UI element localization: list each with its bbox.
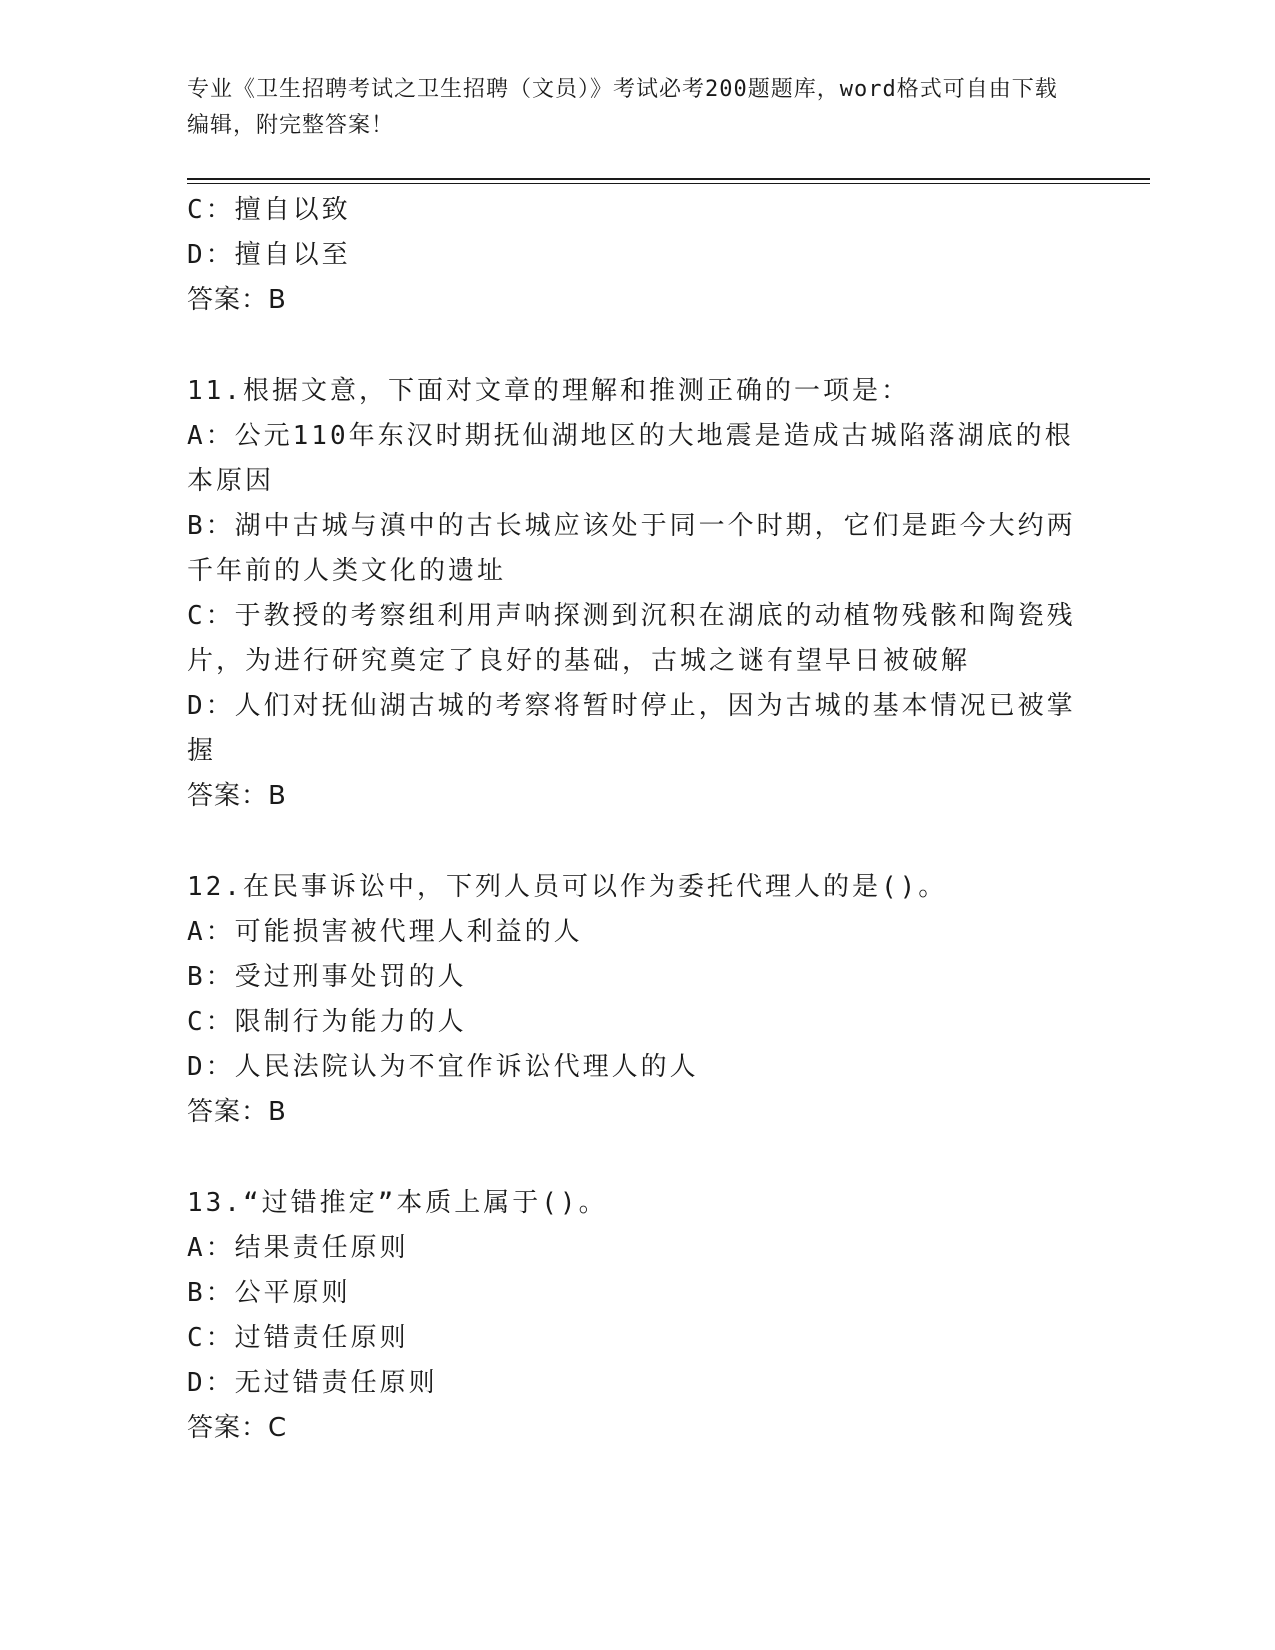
question-gap (187, 323, 1087, 369)
option-c: C：限制行为能力的人 (187, 1007, 467, 1037)
answer-line: 答案：B (187, 781, 287, 811)
option-c: C：擅自以致 (187, 195, 351, 225)
header-rule-thick (187, 178, 1150, 180)
question-13 (187, 1181, 1087, 1451)
option-a: A：公元110年东汉时期抚仙湖地区的大地震是造成古城陷落湖底的根本原因 (187, 421, 1074, 496)
document-header: 专业《卫生招聘考试之卫生招聘（文员）》考试必考200题题库，word格式可自由下载编辑，附完整答案！ (187, 77, 1058, 138)
option-d: D：人民法院认为不宜作诉讼代理人的人 (187, 1052, 699, 1082)
answer-line: 答案：C (187, 1413, 288, 1443)
answer-line: 答案：B (187, 285, 287, 315)
option-d: D：擅自以至 (187, 240, 351, 270)
option-d: D：无过错责任原则 (187, 1368, 438, 1398)
carryover-question (187, 188, 1087, 323)
answer-line: 答案：B (187, 1097, 287, 1127)
question-stem: 12.在民事诉讼中，下列人员可以作为委托代理人的是()。 (187, 872, 948, 902)
option-b: B：受过刑事处罚的人 (187, 962, 467, 992)
question-gap (187, 819, 1087, 865)
question-11 (187, 369, 1087, 819)
question-12 (187, 865, 1087, 1135)
header-rule-thin (187, 183, 1150, 184)
option-d: D：人们对抚仙湖古城的考察将暂时停止，因为古城的基本情况已被掌握 (187, 691, 1076, 766)
question-stem: 11.根据文意，下面对文章的理解和推测正确的一项是： (187, 376, 910, 406)
option-c: C：过错责任原则 (187, 1323, 409, 1353)
question-content (187, 188, 1087, 1451)
option-b: B：公平原则 (187, 1278, 351, 1308)
option-a: A：可能损害被代理人利益的人 (187, 917, 583, 947)
question-stem: 13.“过错推定”本质上属于()。 (187, 1188, 608, 1218)
option-a: A：结果责任原则 (187, 1233, 409, 1263)
question-gap (187, 1135, 1087, 1181)
option-b: B：湖中古城与滇中的古长城应该处于同一个时期，它们是距今大约两千年前的人类文化的遗址 (187, 511, 1076, 586)
option-c: C：于教授的考察组利用声呐探测到沉积在湖底的动植物残骸和陶瓷残片，为进行研究奠定了良好的基础，古城之谜有望早日被破解 (187, 601, 1076, 676)
